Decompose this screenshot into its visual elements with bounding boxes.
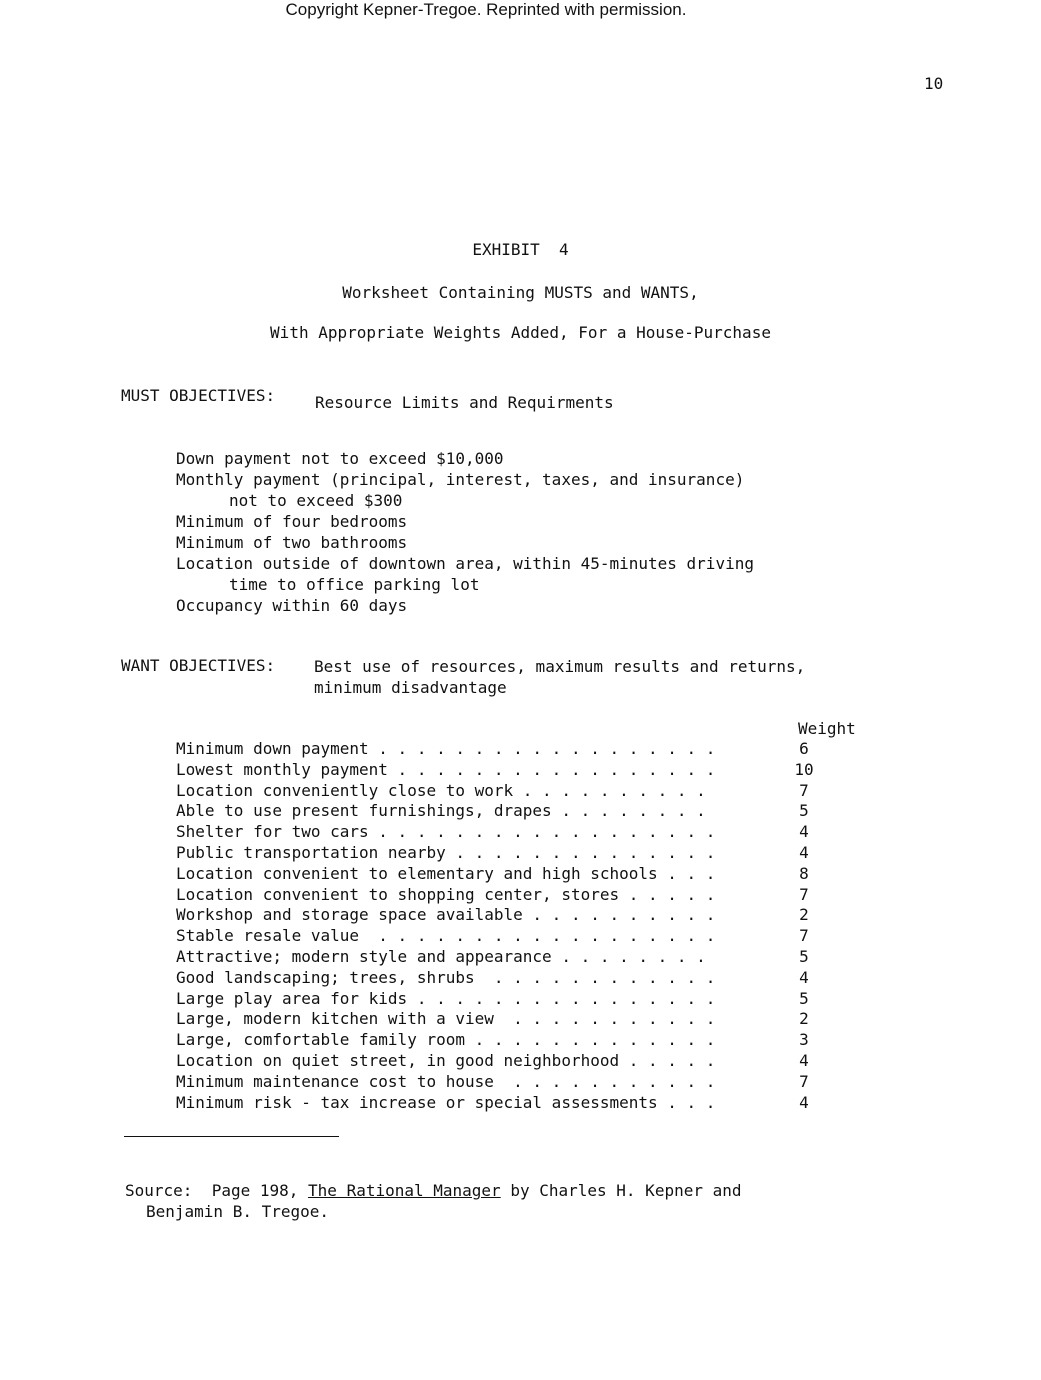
want-objective: Attractive; modern style and appearance . . . . . . . . xyxy=(176,946,706,966)
want-row xyxy=(176,1009,832,1030)
want-weight: 3 xyxy=(799,1030,809,1050)
want-weight: 4 xyxy=(799,967,809,987)
must-objectives-label: MUST OBJECTIVES: xyxy=(121,386,276,405)
must-objectives-heading: Resource Limits and Requirments xyxy=(315,393,614,412)
want-weight: 7 xyxy=(799,1071,809,1091)
want-weight: 7 xyxy=(799,884,809,904)
want-row xyxy=(176,885,832,906)
must-item xyxy=(176,511,754,532)
page-number: 10 xyxy=(924,74,944,93)
want-weight: 2 xyxy=(799,905,809,925)
must-item-continuation: not to exceed $300 xyxy=(229,491,403,510)
want-weight: 8 xyxy=(799,863,809,883)
want-row xyxy=(176,1051,832,1072)
must-objectives-list xyxy=(176,448,754,616)
must-item xyxy=(176,553,754,595)
want-objective: Location on quiet street, in good neighborhood . . . . . xyxy=(176,1050,716,1070)
want-row xyxy=(176,822,832,843)
want-objective: Good landscaping; trees, shrubs . . . . . . . . . . . . xyxy=(176,967,716,987)
want-objective: Shelter for two cars . . . . . . . . . . . . . . . . . . xyxy=(176,822,716,842)
want-objectives-label: WANT OBJECTIVES: xyxy=(121,656,276,675)
want-weight: 10 xyxy=(794,759,814,779)
book-title: The Rational Manager xyxy=(308,1181,501,1200)
want-objective: Large, comfortable family room . . . . . . . . . . . . . xyxy=(176,1030,716,1050)
must-item xyxy=(176,448,754,469)
want-objective: Able to use present furnishings, drapes . . . . . . . . xyxy=(176,801,706,821)
want-row xyxy=(176,1030,832,1051)
want-weight: 5 xyxy=(799,988,809,1008)
must-item-text: Down payment not to exceed $10,000 xyxy=(176,449,504,468)
want-weight: 6 xyxy=(799,739,809,758)
want-objectives-heading: Best use of resources, maximum results and returns, minimum disadvantage xyxy=(314,657,806,697)
want-row xyxy=(176,843,832,864)
want-objective: Minimum risk - tax increase or special assessments . . . xyxy=(176,1092,716,1112)
must-item-text: Occupancy within 60 days xyxy=(176,596,408,615)
want-objective: Workshop and storage space available . . . . . . . . . . xyxy=(176,905,716,925)
want-objective: Location conveniently close to work . . . . . . . . . . xyxy=(176,780,706,800)
want-row xyxy=(176,947,832,968)
want-row xyxy=(176,781,832,802)
want-row xyxy=(176,739,832,760)
want-row xyxy=(176,905,832,926)
must-item xyxy=(176,595,754,616)
want-row xyxy=(176,1072,832,1093)
must-item-text: Location outside of downtown area, within 45-minutes driving xyxy=(176,554,754,573)
weight-column-header: Weight xyxy=(798,719,856,738)
want-objective: Lowest monthly payment . . . . . . . . . . . . . . . . . xyxy=(176,759,716,779)
want-weight: 5 xyxy=(799,946,809,966)
want-row xyxy=(176,760,832,781)
want-row xyxy=(176,989,832,1010)
want-weight: 5 xyxy=(799,801,809,821)
must-item-text: Minimum of two bathrooms xyxy=(176,533,408,552)
want-objective: Large play area for kids . . . . . . . . . . . . . . . . xyxy=(176,988,716,1008)
want-row xyxy=(176,926,832,947)
copyright-notice: Copyright Kepner-Tregoe. Reprinted with permission. xyxy=(285,0,687,19)
want-row xyxy=(176,1093,832,1114)
must-item-text: Monthly payment (principal, interest, taxes, and insurance) xyxy=(176,470,745,489)
exhibit-title: EXHIBIT 4 xyxy=(472,240,569,259)
want-row xyxy=(176,968,832,989)
want-weight: 7 xyxy=(799,780,809,800)
source-continuation: Benjamin B. Tregoe. xyxy=(146,1202,330,1221)
want-objective: Public transportation nearby . . . . . . . . . . . . . . xyxy=(176,842,716,862)
want-objective: Location convenient to shopping center, stores . . . . . xyxy=(176,884,716,904)
must-item xyxy=(176,469,754,511)
source-footnote xyxy=(125,1180,742,1222)
want-weight: 7 xyxy=(799,926,809,946)
source-suffix: by Charles H. Kepner and xyxy=(500,1181,742,1200)
want-objective: Minimum maintenance cost to house . . . . . . . . . . . xyxy=(176,1071,716,1091)
want-objective: Stable resale value . . . . . . . . . . . . . . . . . . xyxy=(176,926,716,946)
source-prefix: Source: Page 198, xyxy=(125,1181,309,1200)
want-weight: 4 xyxy=(799,1050,809,1070)
worksheet-subtitle-line1: Worksheet Containing MUSTS and WANTS, xyxy=(342,283,699,302)
must-item xyxy=(176,532,754,553)
want-weight: 2 xyxy=(799,1009,809,1029)
want-objective: Location convenient to elementary and high schools . . . xyxy=(176,863,716,883)
want-objective: Large, modern kitchen with a view . . . . . . . . . . . xyxy=(176,1009,716,1029)
must-item-text: Minimum of four bedrooms xyxy=(176,512,408,531)
want-objective: Minimum down payment . . . . . . . . . . . . . . . . . . xyxy=(176,739,716,758)
want-weight: 4 xyxy=(799,1092,809,1112)
want-weight: 4 xyxy=(799,822,809,842)
footnote-divider xyxy=(124,1136,339,1137)
worksheet-subtitle-line2: With Appropriate Weights Added, For a House-Purchase xyxy=(270,323,771,342)
want-objectives-table xyxy=(176,739,832,1113)
want-row xyxy=(176,864,832,885)
must-item-continuation: time to office parking lot xyxy=(229,575,480,594)
want-row xyxy=(176,801,832,822)
want-weight: 4 xyxy=(799,842,809,862)
